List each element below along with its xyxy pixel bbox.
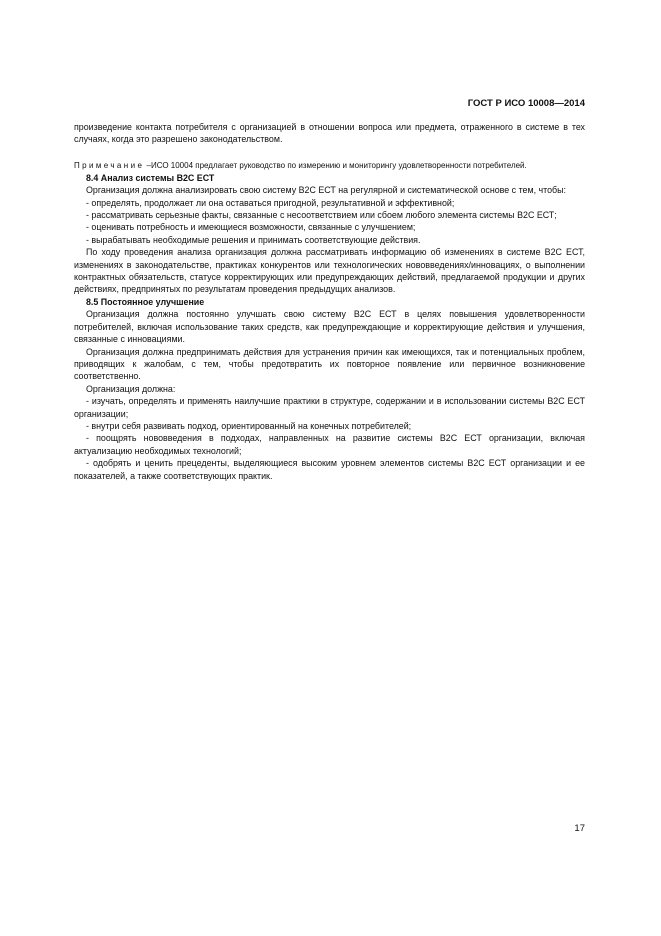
section-8-4-intro: Организация должна анализировать свою систему В2С ЕСТ на регулярной и систематической основе с тем, чтобы: bbox=[86, 185, 566, 196]
section-8-5-paragraph: Организация должна постоянно улучшать свою систему В2С ЕСТ в целях повышения удовлетворенности потребителей, включая использование таких средств, как предупреждающие и корректирующие действия и улучшения, связанные с инновациями. bbox=[74, 309, 585, 345]
section-8-5-paragraph: Организация должна: bbox=[86, 383, 176, 394]
section-8-5-paragraph: Организация должна предпринимать действия для устранения причин как имеющихся, так и потенциальных проблем, приводящих к жалобам, с тем, чтобы предотвратить их повторное появление или первичное возникновение соответственно. bbox=[74, 346, 585, 382]
intro-paragraph: произведение контакта потребителя с организацией в отношении вопроса или предмета, отраженного в системе в тех случаях, когда это разрешено законодательством. bbox=[74, 122, 585, 145]
note-label: Примечание bbox=[74, 160, 145, 170]
list-item: - оценивать потребность и имеющиеся возможности, связанные с улучшением; bbox=[86, 222, 416, 233]
document-header: ГОСТ Р ИСО 10008—2014 bbox=[467, 98, 585, 109]
section-8-5-title: 8.5 Постоянное улучшение bbox=[86, 296, 205, 307]
list-item: - внутри себя развивать подход, ориентированный на конечных потребителей; bbox=[86, 420, 412, 431]
list-item: - одобрять и ценить прецеденты, выделяющиеся высоким уровнем элементов системы В2С ЕСТ организации и ее показателей, а также соответствующих практик. bbox=[74, 458, 585, 481]
list-item: - вырабатывать необходимые решения и принимать соответствующие действия. bbox=[86, 234, 421, 245]
list-item: - поощрять нововведения в подходах, направленных на развитие системы В2С ЕСТ организации, включая актуализацию необходимых технологий; bbox=[74, 433, 585, 456]
page-body bbox=[74, 121, 585, 482]
section-8-4-closing: По ходу проведения анализа организация должна рассматривать информацию об изменениях в системе В2С ЕСТ, изменениях в законодательстве, практиках конкурентов или технологических нововведениях/инновациях, о выполнении контрактных обязательств, статусе корректирующих или предупреждающих действий, предлагаемой продукции и других действиях, предпринятых по результатам проведения предыдущих анализов. bbox=[74, 247, 585, 295]
section-8-4-title: 8.4 Анализ системы В2С ЕСТ bbox=[86, 172, 215, 183]
list-item: - рассматривать серьезные факты, связанные с несоответствием или сбоем любого элемента системы В2С ЕСТ; bbox=[86, 210, 557, 221]
note bbox=[74, 160, 585, 172]
list-item: - изучать, определять и применять наилучшие практики в структуре, содержании и в использовании системы В2С ЕСТ организации; bbox=[74, 396, 585, 419]
note-text: –ИСО 10004 предлагает руководство по измерению и мониторингу удовлетворенности потребителей. bbox=[144, 160, 527, 170]
page-number: 17 bbox=[574, 823, 585, 834]
list-item: - определять, продолжает ли она оставаться пригодной, результативной и эффективной; bbox=[86, 197, 455, 208]
